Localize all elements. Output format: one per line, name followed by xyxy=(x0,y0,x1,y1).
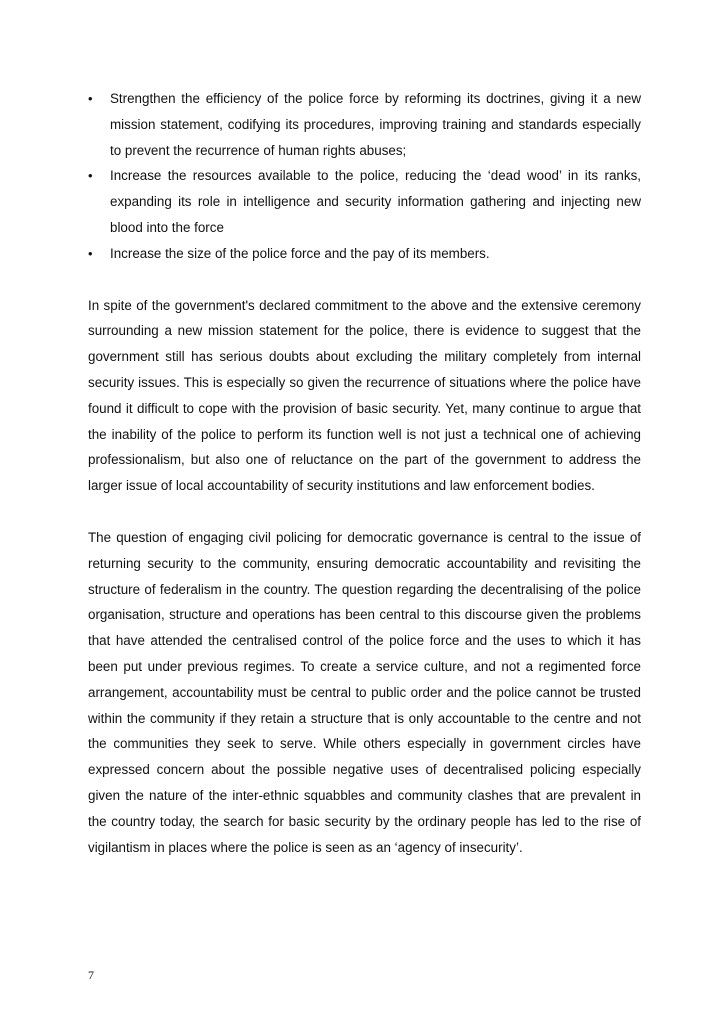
bullet-text-1: Strengthen the efficiency of the police force by reforming its doctrines, giving it a new mission statement, codifying its procedures, improving training and standards especially to prevent the recurrence of human rights abuses; xyxy=(110,91,641,158)
bullet-item-1 xyxy=(88,86,641,163)
bullet-icon: • xyxy=(88,91,93,106)
bullet-icon: • xyxy=(88,168,93,184)
paragraph-civil-policing: The question of engaging civil policing for democratic governance is central to the issue of returning security to the community, ensuring democratic accountability and revisiting the structure of federalism in the country. The question regarding the decentralising of the police organisation, structure and operations has been central to this discourse given the problems that have attended the centralised control of the police force and the uses to which it has been put under previous regimes. To create a service culture, and not a regimented force arrangement, accountability must be central to public order and the police cannot be trusted within the community if they retain a structure that is only accountable to the centre and not the communities they seek to serve. While others especially in government circles have expressed concern about the possible negative uses of decentralised policing especially given the nature of the inter-ethnic squabbles and community clashes that are prevalent in the country today, the search for basic security by the ordinary people has led to the rise of vigilantism in places where the police is seen as an ‘agency of insecurity’. xyxy=(88,529,641,855)
bullet-item-3 xyxy=(88,241,641,267)
bullet-item-2 xyxy=(88,163,641,240)
bullet-icon: • xyxy=(88,245,93,261)
bullet-text-3: Increase the size of the police force and the pay of its members. xyxy=(110,245,490,261)
bullet-text-2: Increase the resources available to the police, reducing the ‘dead wood’ in its ranks, expanding its role in intelligence and security information gathering and injecting new blood into the force xyxy=(110,168,641,235)
page-number: 7 xyxy=(88,968,94,982)
bullet-list xyxy=(88,86,641,267)
page-content xyxy=(88,86,641,860)
paragraph-government-commitment: In spite of the government's declared commitment to the above and the extensive ceremony surrounding a new mission statement for the police, there is evidence to suggest that the government still has serious doubts about excluding the military completely from internal security issues. This is especially so given the recurrence of situations where the police have found it difficult to cope with the provision of basic security. Yet, many continue to argue that the inability of the police to perform its function well is not just a technical one of achieving professionalism, but also one of reluctance on the part of the government to address the larger issue of local accountability of security institutions and law enforcement bodies. xyxy=(88,297,641,494)
